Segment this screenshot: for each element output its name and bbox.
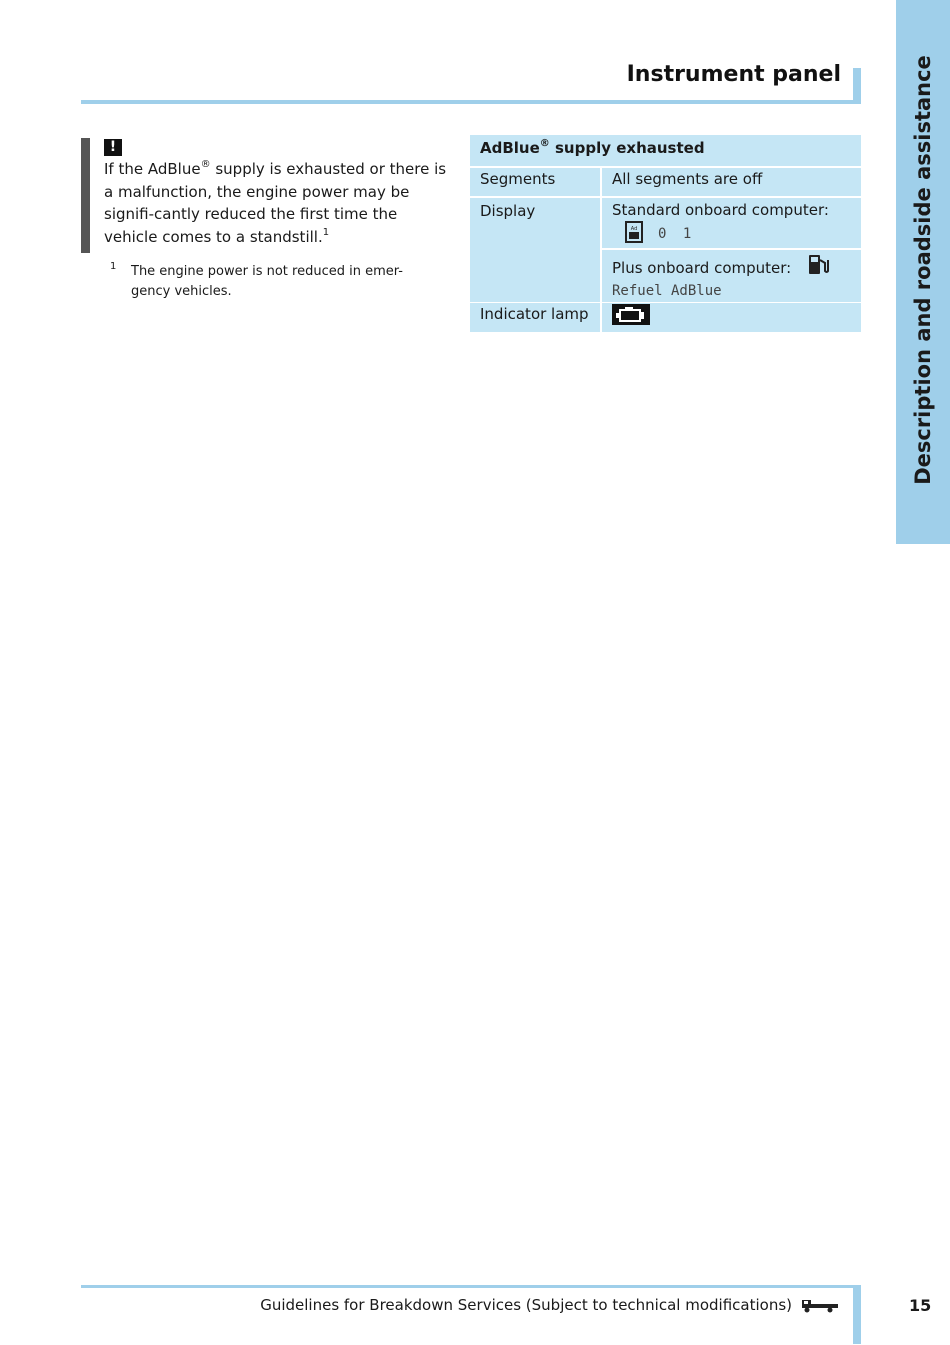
standard-computer-label: Standard onboard computer: [612, 201, 829, 219]
page-number: 15 [909, 1296, 932, 1315]
warning-text-part: supply is exhausted or there is a malfunction, the engine power may be signifi-cantly reduced the first time the vehicle comes to a standstill. [104, 160, 447, 246]
indicator-cell [602, 303, 861, 332]
header-rule-tick [853, 68, 861, 104]
fuel-pump-icon [807, 254, 831, 281]
registered-mark: ® [200, 159, 211, 170]
plus-computer-label: Plus onboard computer: [612, 258, 792, 277]
standard-computer-cell [602, 198, 861, 248]
plus-computer-cell [602, 250, 861, 302]
footer-rule [81, 1285, 861, 1288]
segments-value: All segments are off [602, 168, 861, 196]
registered-mark: ® [539, 138, 550, 149]
footnote-number: 1 [110, 261, 117, 272]
warning-text [104, 158, 454, 248]
svg-text:Ad: Ad [630, 226, 638, 232]
segments-label: Segments [470, 168, 600, 196]
indicator-label: Indicator lamp [470, 303, 600, 332]
table-heading-part: supply exhausted [549, 139, 705, 157]
footnote-ref: 1 [322, 226, 330, 238]
table-heading [470, 135, 861, 166]
warning-icon: ! [104, 139, 122, 156]
table-heading-part: AdBlue [480, 139, 540, 157]
engine-check-icon [612, 311, 650, 329]
warning-text-part: If the AdBlue [104, 160, 201, 178]
side-tab-label: Description and roadside assistance [911, 55, 935, 485]
standard-computer-value: 0 1 [658, 226, 696, 242]
plus-computer-value: Refuel AdBlue [612, 283, 722, 299]
adblue-gauge-icon [624, 221, 646, 247]
footnote-text: The engine power is not reduced in emer-gency vehicles. [131, 264, 403, 299]
footer-rule-tick [853, 1285, 861, 1344]
footer-text: Guidelines for Breakdown Services (Subject to technical modifications) [260, 1296, 792, 1314]
tow-truck-icon [801, 1297, 839, 1313]
page-title: Instrument panel [626, 62, 841, 87]
display-label: Display [470, 198, 600, 302]
warning-bar [81, 138, 90, 253]
header-rule [81, 100, 861, 104]
